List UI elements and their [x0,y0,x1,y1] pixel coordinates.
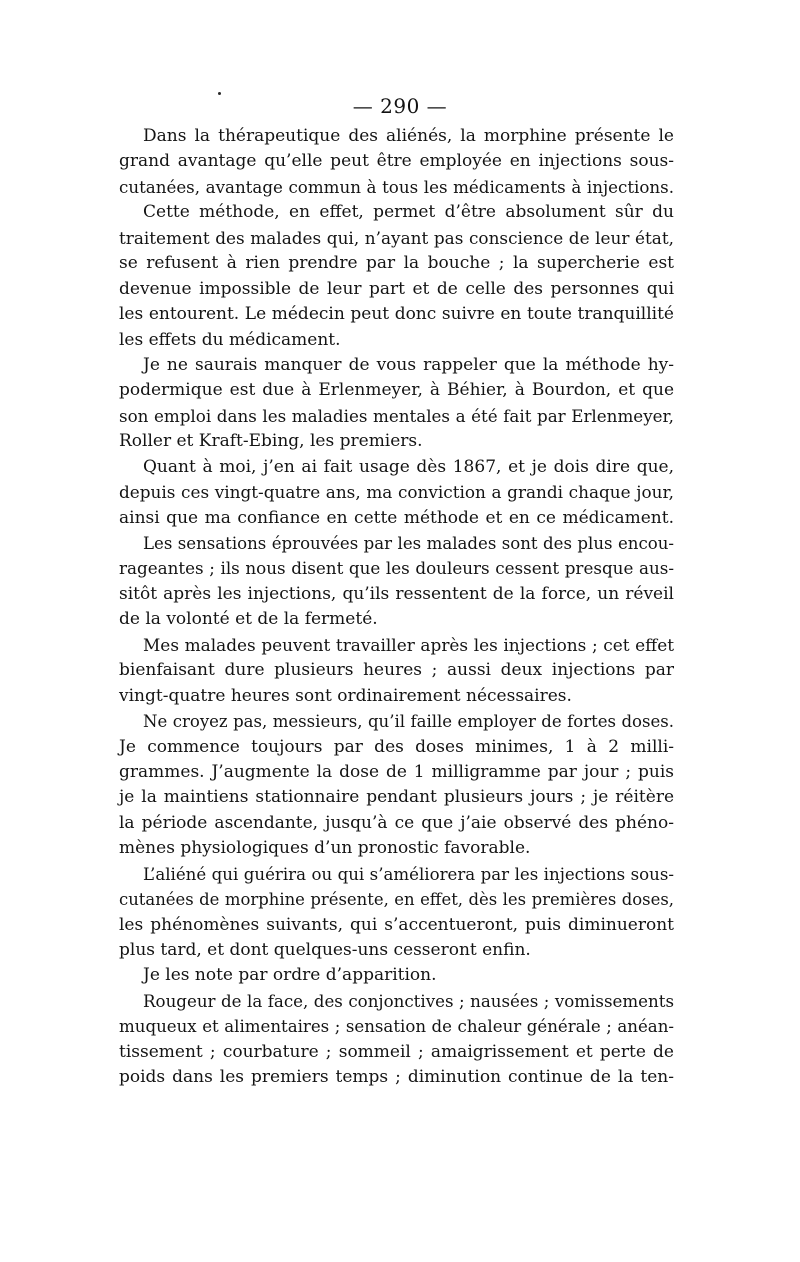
text-line: cutanées, avantage commun à tous les médicaments à injections. [119,177,674,197]
text-line: ainsi que ma confiance en cette méthode et en ce médicament. [119,507,674,528]
text-line: les entourent. Le médecin peut donc suivre en toute tranquillité [119,304,674,325]
text-line: traitement des malades qui, n’ayant pas conscience de leur état, [119,227,674,248]
text-line: Roller et Kraft-Ebing, les premiers. [119,431,423,452]
text-line: L’aliéné qui guérira ou qui s’améliorera par les injections sous- [143,864,674,884]
text-line: je la maintiens stationnaire pendant plusieurs jours ; je réitère [119,787,674,808]
text-line: Dans la thérapeutique des aliénés, la morphine présente le [143,126,674,146]
text-line: grammes. J’augmente la dose de 1 milligramme par jour ; puis [119,761,674,782]
text-line: Cette méthode, en effet, permet d’être absolument sûr du [143,202,674,223]
text-line: mènes physiologiques d’un pronostic favorable. [119,838,531,859]
text-line: Ne croyez pas, messieurs, qu’il faille employer de fortes doses. [143,712,674,732]
text-line: les effets du médicament. [119,329,341,350]
text-line: Rougeur de la face, des conjonctives ; nausées ; vomissements [143,991,674,1011]
text-line: tissement ; courbature ; sommeil ; amaigrissement et perte de [119,1041,674,1062]
text-line: cutanées de morphine présente, en effet, dès les premières doses, [119,890,674,910]
text-line: de la volonté et de la fermeté. [119,609,378,630]
text-line: plus tard, et dont quelques-uns cesseront enfin. [119,940,531,960]
text-line: Quant à moi, j’en ai fait usage dès 1867, et je dois dire que, [143,456,674,477]
text-line: poids dans les premiers temps ; diminution continue de la ten- [119,1067,674,1088]
text-line: son emploi dans les maladies mentales a été fait par Erlenmeyer, [119,405,674,426]
body-text [119,124,674,1091]
text-line: muqueux et alimentaires ; sensation de chaleur générale ; anéan- [119,1017,674,1037]
text-line: Je commence toujours par des doses minimes, 1 à 2 milli- [119,736,674,757]
text-line: Je les note par ordre d’apparition. [143,965,437,986]
text-line: devenue impossible de leur part et de celle des personnes qui [119,278,674,299]
text-line: bienfaisant dure plusieurs heures ; aussi deux injections par [119,660,674,681]
text-line: se refusent à rien prendre par la bouche ; la supercherie est [119,253,674,274]
text-line: Je ne saurais manquer de vous rappeler que la méthode hy- [143,354,674,375]
text-line: Mes malades peuvent travailler après les injections ; cet effet [143,634,674,655]
text-line: grand avantage qu’elle peut être employée en injections sous- [119,151,674,172]
page-number: — 290 — [352,94,448,118]
text-line: Les sensations éprouvées par les malades sont des plus encou- [143,534,674,553]
text-line: la période ascendante, jusqu’à ce que j’aie observé des phéno- [119,812,674,833]
text-line: rageantes ; ils nous disent que les douleurs cessent presque aus- [119,558,674,579]
text-line: podermique est due à Erlenmeyer, à Béhier, à Bourdon, et que [119,380,674,401]
text-line: depuis ces vingt-quatre ans, ma conviction a grandi chaque jour, [119,482,674,503]
text-line: les phénomènes suivants, qui s’accentueront, puis diminueront [119,914,674,935]
text-line: vingt-quatre heures sont ordinairement nécessaires. [119,685,572,706]
text-line: sitôt après les injections, qu’ils ressentent de la force, un réveil [119,583,674,604]
